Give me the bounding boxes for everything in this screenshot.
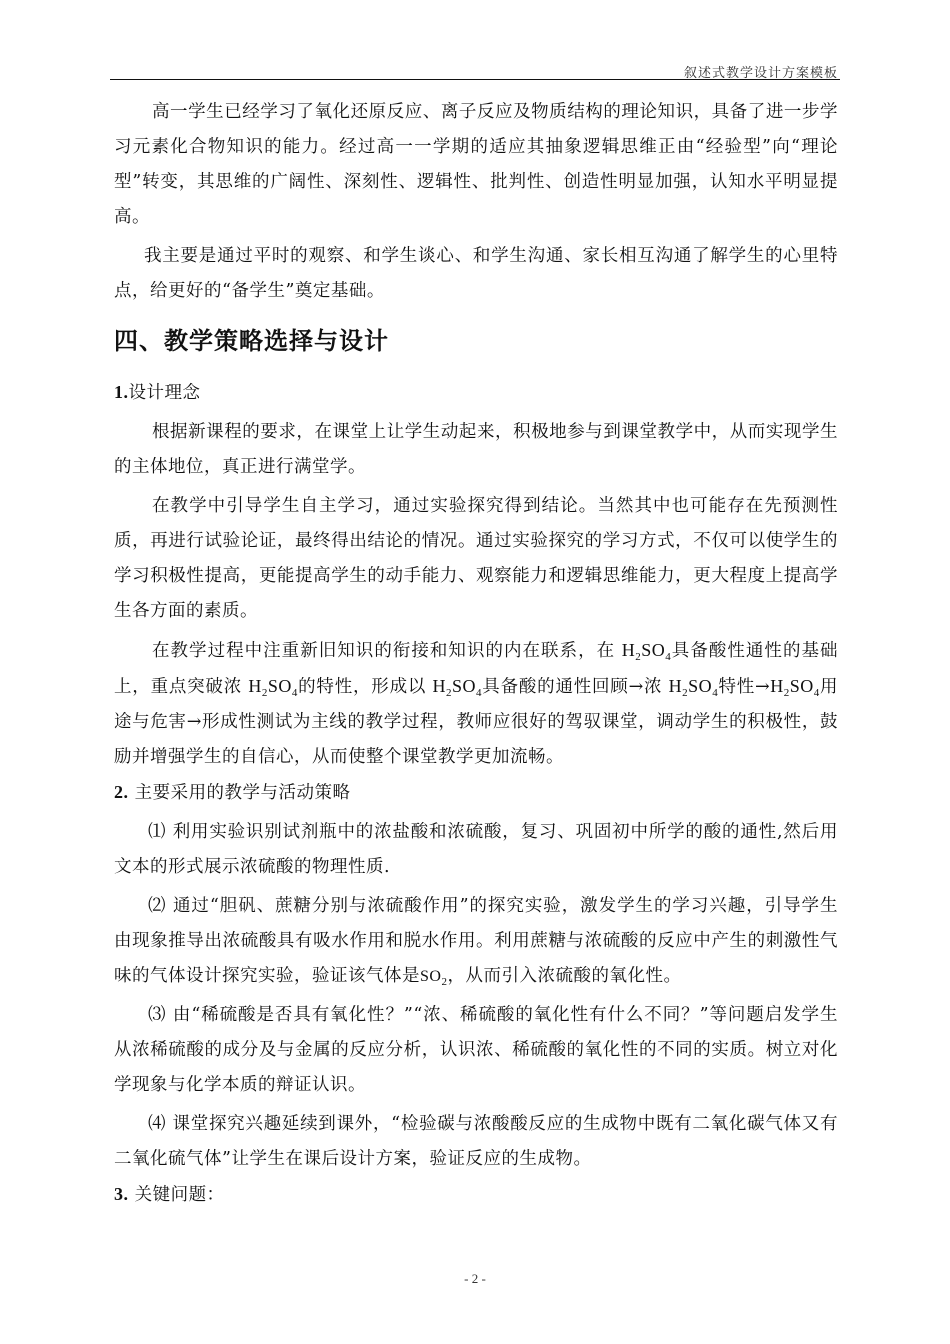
text-run: 特性→ <box>718 677 771 697</box>
strategy-item-3: ⑶ 由“稀硫酸是否具有氧化性？”“浓、稀硫酸的氧化性有什么不同？”等问题启发学生从浓稀硫酸的成分及与金属的反应分析，认识浓、稀硫酸的氧化性的不同的实质。树立对化学现象与化学本质的辩证认识。 <box>114 1005 838 1095</box>
formula-part: H <box>668 676 683 696</box>
formula-subscript: 4 <box>813 687 820 699</box>
formula-part: SO <box>789 676 814 696</box>
page-content <box>114 95 838 1213</box>
subsection-3-heading <box>114 1177 838 1213</box>
formula-subscript: 2 <box>261 687 268 699</box>
header-rule <box>110 79 840 80</box>
intro-paragraph-1: 高一学生已经学习了氧化还原反应、离子反应及物质结构的理论知识，具备了进一步学习元素化合物知识的能力。经过高一一学期的适应其抽象逻辑思维正由“经验型”向“理论型”转变，其思维的广阔性、深刻性、逻辑性、批判性、创造性明显加强，认知水平明显提高。 <box>114 102 838 227</box>
subsection-number: 1. <box>114 382 129 402</box>
text-run: 用途与危害→形成性测试为主线的教学过程，教师应很好的驾驭课堂，调动学生的积极性，鼓励并增强学生的自信心，从而使整个课堂教学更加流畅。 <box>114 677 839 767</box>
subsection-title: 设计理念 <box>128 383 201 403</box>
text-run: 的特性，形成以 <box>297 677 433 697</box>
formula-subscript: 2 <box>682 687 689 699</box>
subsection-2-heading <box>114 775 838 811</box>
formula-subscript: 4 <box>291 687 298 699</box>
text-run: ⑵ 通过“胆矾、蔗糖分别与浓硫酸作用”的探究实验，激发学生的学习兴趣，引导学生由现象推导出浓硫酸具有吸水作用和脱水作用。利用蔗糖与浓硫酸的反应中产生的刺激性气味的气体设计探究实验，验证该气体是 <box>114 896 838 986</box>
subsection-number: 2. <box>114 782 129 802</box>
text-run: 在教学过程中注重新旧知识的衔接和知识的内在联系，在 <box>152 641 622 661</box>
text-run: 具备酸的通性回顾→浓 <box>482 677 669 697</box>
formula-part: SO <box>688 676 713 696</box>
section-heading: 四、教学策略选择与设计 <box>114 327 389 355</box>
intro-paragraph-2: 我主要是通过平时的观察、和学生谈心、和学生沟通、家长相互沟通了解学生的心里特点，给更好的“备学生”奠定基础。 <box>114 246 838 301</box>
chem-formula-h2so4 <box>248 676 298 699</box>
formula-part: SO <box>452 676 477 696</box>
chem-formula-h2so4 <box>432 676 483 699</box>
formula-subscript: 2 <box>446 687 452 699</box>
running-header: 叙述式教学设计方案模板 <box>683 66 838 81</box>
formula-subscript: 2 <box>783 687 790 699</box>
design-concept-paragraph-2: 在教学中引导学生自主学习，通过实验探究得到结论。当然其中也可能存在先预测性质，再进行试验论证，最终得出结论的情况。通过实验探究的学习方式，不仅可以使学生的学习积极性提高，更能提高学生的动手能力、观察能力和逻辑思维能力，更大程度上提高学生各方面的素质。 <box>114 496 838 621</box>
formula-part: H <box>770 676 784 696</box>
text-run: 具备酸性通性的基础上，重点突破浓 <box>114 641 839 697</box>
design-concept-paragraph-1: 根据新课程的要求，在课堂上让学生动起来，积极地参与到课堂教学中，从而实现学生的主体地位，真正进行满堂学。 <box>114 422 838 477</box>
chem-formula-so2 <box>420 968 448 988</box>
formula-subscript: 4 <box>665 651 672 663</box>
subsection-title: 主要采用的教学与活动策略 <box>128 783 351 803</box>
formula-part: H <box>432 676 446 696</box>
design-concept-paragraph-3 <box>114 633 838 775</box>
strategy-item-2 <box>114 889 838 994</box>
subsection-1-heading <box>114 375 838 411</box>
strategy-item-4: ⑷ 课堂探究兴趣延续到课外，“检验碳与浓酸酸反应的生成物中既有二氧化碳气体又有二氧化硫气体”让学生在课后设计方案，验证反应的生成物。 <box>114 1114 838 1169</box>
formula-subscript: 2 <box>441 976 448 988</box>
subsection-title: 关键问题： <box>128 1185 225 1205</box>
formula-part: H <box>621 640 636 660</box>
formula-subscript: 4 <box>476 687 483 699</box>
formula-subscript: 4 <box>712 687 719 699</box>
formula-subscript: 2 <box>635 651 642 663</box>
formula-part: SO <box>267 676 292 696</box>
text-run: ，从而引入浓硫酸的氧化性。 <box>447 966 682 986</box>
strategy-item-1: ⑴ 利用实验识别试剂瓶中的浓盐酸和浓硫酸，复习、巩固初中所学的酸的通性,然后用文本的形式展示浓硫酸的物理性质. <box>114 822 838 877</box>
formula-part: H <box>248 676 262 696</box>
chem-formula-h2so4 <box>668 676 719 699</box>
page-number: - 2 - <box>464 1271 486 1286</box>
formula-part: SO <box>641 640 666 660</box>
chem-formula-h2so4 <box>621 640 672 663</box>
subsection-number: 3. <box>114 1184 129 1204</box>
formula-part: SO <box>420 968 442 985</box>
chem-formula-h2so4 <box>770 676 820 699</box>
